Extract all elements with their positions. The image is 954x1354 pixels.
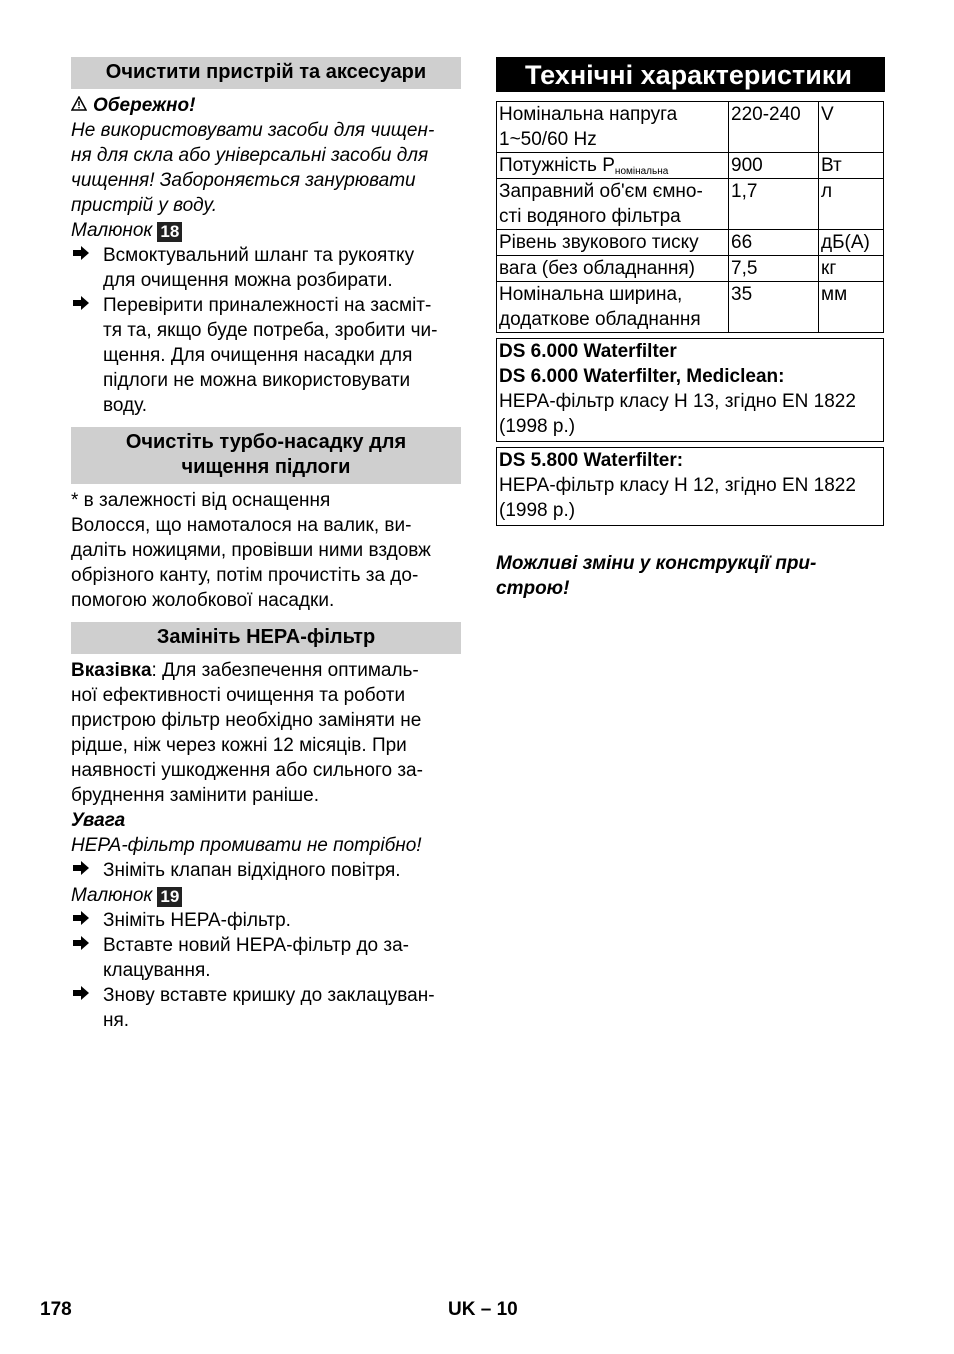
bullet-line: тя та, якщо буде потреба, зробити чи- xyxy=(103,320,438,341)
section-footer: UK – 10 xyxy=(448,1299,518,1320)
page-number: 178 xyxy=(40,1299,72,1320)
filter-line: (1998 р.) xyxy=(499,416,576,437)
warning-triangle-icon xyxy=(71,93,93,118)
note-text: рідше, ніж через кожні 12 місяців. При xyxy=(71,735,407,756)
spec-unit: дБ(A) xyxy=(819,230,884,256)
figure-reference-19 xyxy=(71,883,461,908)
section-heading-turbo-nozzle xyxy=(71,427,461,484)
spec-value: 220-240 xyxy=(729,102,819,153)
note-text: бруднення замінити раніше. xyxy=(71,785,320,806)
tech-specs-title: Технічні характеристики xyxy=(496,57,885,92)
filter-line: HEPA-фільтр класу H 12, згідно EN 1822 xyxy=(499,475,856,496)
bullet-item xyxy=(71,858,461,883)
figure-reference-18 xyxy=(71,218,461,243)
spec-label: вага (без обладнання) xyxy=(497,256,729,282)
caution-text-3: чищення! Забороняється занурювати xyxy=(71,170,416,191)
body-line: обрізного канту, потім прочистіть за до- xyxy=(71,565,419,586)
heading-line: Очистіть турбо-насадку для xyxy=(125,431,407,453)
equipment-footnote: * в залежності від оснащення xyxy=(71,490,331,511)
body-line: Волосся, що намоталося на валик, ви- xyxy=(71,515,412,536)
spec-label: Рівень звукового тиску xyxy=(497,230,729,256)
spec-value: 35 xyxy=(729,282,819,333)
figure-number-badge: 19 xyxy=(157,887,182,907)
arrow-icon xyxy=(72,243,90,270)
section-heading-hepa: Замініть HEPA-фільтр xyxy=(71,622,461,654)
table-row xyxy=(497,282,884,333)
spec-value: 7,5 xyxy=(729,256,819,282)
arrow-icon xyxy=(72,293,90,320)
note-line xyxy=(71,658,461,683)
spec-label: Номінальна ширина, додаткове обладнання xyxy=(497,282,729,333)
spec-value: 1,7 xyxy=(729,179,819,230)
spec-value: 900 xyxy=(729,153,819,179)
figure-number-badge: 18 xyxy=(157,222,182,242)
spec-unit: V xyxy=(819,102,884,153)
table-row xyxy=(497,256,884,282)
caution-label: Обережно! xyxy=(93,95,196,116)
bullet-item xyxy=(71,293,461,418)
model-line: DS 5.800 Waterfilter: xyxy=(499,450,684,471)
spec-value: 66 xyxy=(729,230,819,256)
caution-text-1: Не використовувати засоби для чищен- xyxy=(71,120,435,141)
left-column xyxy=(71,57,461,1033)
arrow-icon xyxy=(72,908,90,935)
spec-table xyxy=(496,101,884,333)
spec-unit: Вт xyxy=(819,153,884,179)
section-heading-clean-device: Очистити пристрій та аксесуари xyxy=(71,57,461,89)
arrow-icon xyxy=(72,983,90,1010)
arrow-icon xyxy=(72,933,90,960)
arrow-icon xyxy=(72,858,90,885)
bullet-line: Всмоктувальний шланг та рукоятку xyxy=(103,245,415,266)
note-text: ної ефективності очищення та роботи xyxy=(71,685,406,706)
attention-text: HEPA-фільтр промивати не потрібно! xyxy=(71,835,422,856)
filter-line: (1998 р.) xyxy=(499,500,576,521)
note-text: пристрою фільтр необхідно заміняти не xyxy=(71,710,422,731)
caution-text-4: пристрій у воду. xyxy=(71,195,217,216)
note-text: наявності ушкодження або сильного за- xyxy=(71,760,423,781)
filter-box-ds6000 xyxy=(496,338,884,442)
attention-label: Увага xyxy=(71,810,126,831)
figure-label: Малюнок xyxy=(71,220,153,241)
bullet-item xyxy=(71,908,461,933)
bullet-line: Зніміть HEPA-фільтр. xyxy=(103,910,291,931)
bullet-line: Зніміть клапан відхідного повітря. xyxy=(103,860,401,881)
figure-label: Малюнок xyxy=(71,885,153,906)
heading-line: чищення підлоги xyxy=(181,456,351,478)
body-line: даліть ножицями, провівши ними вздовж xyxy=(71,540,431,561)
filter-box-ds5800 xyxy=(496,447,884,526)
table-row xyxy=(497,230,884,256)
body-line: помогою жолобкової насадки. xyxy=(71,590,335,611)
bullet-line: клацування. xyxy=(103,960,211,981)
bullet-line: щення. Для очищення насадки для xyxy=(103,345,413,366)
bullet-line: воду. xyxy=(103,395,147,416)
bullet-line: для очищення можна розбирати. xyxy=(103,270,393,291)
model-line: DS 6.000 Waterfilter, Mediclean: xyxy=(499,366,785,387)
right-column xyxy=(496,57,885,601)
filter-line: HEPA-фільтр класу H 13, згідно EN 1822 xyxy=(499,391,856,412)
bullet-item xyxy=(71,933,461,983)
note-label: Вказівка xyxy=(71,660,152,681)
model-line: DS 6.000 Waterfilter xyxy=(499,341,677,362)
spec-unit: кг xyxy=(819,256,884,282)
spec-label: Номінальна напруга 1~50/60 Hz xyxy=(497,102,729,153)
caution-line xyxy=(71,93,461,118)
bullet-line: Перевірити приналежності на засміт- xyxy=(103,295,432,316)
bullet-line: ня. xyxy=(103,1010,130,1031)
spec-label: Потужність $P_{номінальна}$ xyxy=(497,153,729,179)
table-row xyxy=(497,179,884,230)
spec-unit: л xyxy=(819,179,884,230)
design-change-note: Можливі зміни у конструкції при- строю! xyxy=(496,553,817,599)
bullet-line: Знову вставте кришку до заклацуван- xyxy=(103,985,435,1006)
spec-label: Заправний об'єм ємно- сті водяного фільтра xyxy=(497,179,729,230)
bullet-item xyxy=(71,983,461,1033)
caution-text-2: ня для скла або універсальні засоби для xyxy=(71,145,429,166)
table-row xyxy=(497,102,884,153)
table-row xyxy=(497,153,884,179)
note-first: : Для забезпечення оптималь- xyxy=(151,660,419,681)
bullet-line: Вставте новий HEPA-фільтр до за- xyxy=(103,935,409,956)
bullet-item xyxy=(71,243,461,293)
bullet-line: підлоги не можна використовувати xyxy=(103,370,411,391)
spec-unit: мм xyxy=(819,282,884,333)
